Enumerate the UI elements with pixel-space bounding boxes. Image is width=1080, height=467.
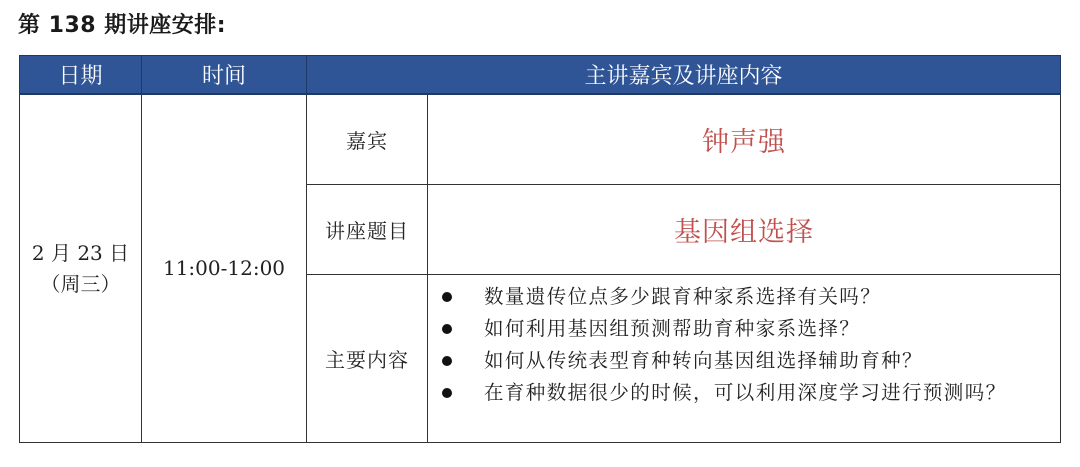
date-value: 2 月 23 日 — [31, 240, 130, 265]
guest-name: 钟声强 — [428, 94, 1061, 184]
bullet-dot-icon — [442, 324, 452, 334]
topic-title: 基因组选择 — [428, 184, 1061, 274]
table-row-guest — [20, 94, 1061, 184]
bullet-text: 如何利用基因组预测帮助育种家系选择？ — [484, 316, 861, 340]
header-content: 主讲嘉宾及讲座内容 — [307, 56, 1061, 95]
bullet-dot-icon — [442, 292, 452, 302]
lecture-schedule-table — [19, 55, 1061, 443]
table-header-row — [20, 56, 1061, 95]
content-label: 主要内容 — [307, 274, 428, 443]
bullet-item — [428, 281, 1052, 313]
bullet-text: 如何从传统表型育种转向基因组选择辅助育种？ — [484, 348, 923, 372]
bullet-text: 在育种数据很少的时候，可以利用深度学习进行预测吗？ — [484, 380, 1007, 404]
bullet-text: 数量遗传位点多少跟育种家系选择有关吗？ — [484, 284, 882, 308]
guest-label: 嘉宾 — [307, 94, 428, 184]
page-heading: 第 138 期讲座安排: — [18, 13, 227, 38]
time-value: 11:00-12:00 — [162, 256, 286, 280]
date-cell — [20, 94, 142, 443]
content-cell — [428, 274, 1061, 443]
bullet-dot-icon — [442, 356, 452, 366]
content-bullet-list — [428, 281, 1052, 409]
weekday-value: （周三） — [40, 271, 121, 296]
bullet-item — [428, 377, 1052, 409]
bullet-item — [428, 345, 1052, 377]
header-time: 时间 — [142, 56, 307, 95]
bullet-item — [428, 313, 1052, 345]
topic-label: 讲座题目 — [307, 184, 428, 274]
time-cell — [142, 94, 307, 443]
header-date: 日期 — [20, 56, 142, 95]
bullet-dot-icon — [442, 388, 452, 398]
